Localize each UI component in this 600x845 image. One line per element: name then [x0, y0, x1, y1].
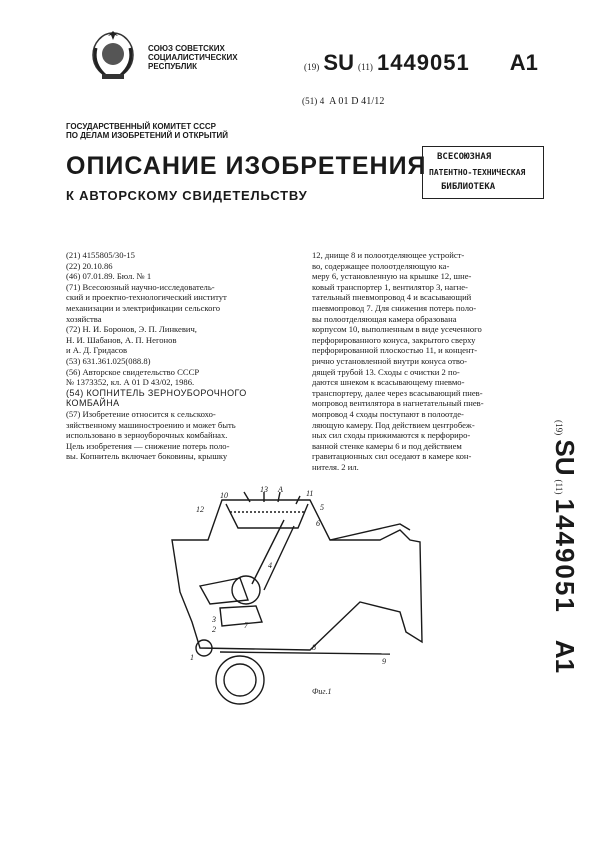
document-subtitle: К АВТОРСКОМУ СВИДЕТЕЛЬСТВУ: [66, 188, 308, 203]
fig-label-5: 5: [320, 503, 324, 512]
fig-label-2: 2: [212, 625, 216, 634]
combine-figure: [160, 482, 460, 712]
bibliographic-data-column: (21) 4155805/30-15 (22) 20.10.86 (46) 07.01.89. Бюл. № 1 (71) Всесоюзный научно-исследователь- ский и проектно-технологический институт механизации и электрификации сельского хозяйства (72) Н. И. Боронов, Э. П. Линкевич, Н. И. Шабанов, А. П. Негонов и А. Д. Гридасов (53) 631.361.025(088.8) (56) Авторское свидетельство СССР № 1373352, кл. А 01 D 43/02, 1986. (54) КОПНИТЕЛЬ ЗЕРНОУБОРОЧНОГО КОМБАЙНА (57) Изобретение относится к сельскохо- зяйственному машиностроению и может быть использовано в зерноуборочных комбайнах. Цель изобретения — снижение потерь поло- вы. Копнитель включает боковины, крышку: [66, 250, 247, 462]
fig-label-11: 11: [306, 489, 314, 498]
combine-drawing: [160, 482, 460, 712]
patent-number: 1449051: [377, 50, 470, 75]
fig-label-3: 3: [212, 615, 216, 624]
patent-number-line: (19) SU (11) 1449051 A1: [304, 50, 538, 75]
kind-code: A1: [509, 50, 538, 75]
fig-label-1: 1: [190, 653, 194, 662]
document-title: ОПИСАНИЕ ИЗОБРЕТЕНИЯ: [66, 152, 427, 180]
issuing-state: СОЮЗ СОВЕТСКИХ СОЦИАЛИСТИЧЕСКИХ РЕСПУБЛИК: [148, 44, 238, 71]
country-code: SU: [323, 50, 354, 75]
figure-caption: Фиг.1: [312, 687, 332, 696]
ussr-emblem-icon: [88, 28, 138, 84]
library-stamp: ВСЕСОЮЗНАЯ ПАТЕНТНО-ТЕХНИЧЕСКАЯ БИБЛИОТЕКА: [422, 146, 544, 199]
fig-label-4: 4: [268, 561, 272, 570]
fig-label-A: A: [278, 485, 283, 494]
ipc-classification: (51) 4 A 01 D 41/12: [302, 96, 385, 107]
fig-label-10: 10: [220, 491, 228, 500]
side-patent-number: (19) SU (11) 1449051 A1: [550, 420, 580, 674]
fig-label-8: 8: [312, 643, 316, 652]
fig-label-12: 12: [196, 505, 204, 514]
fig-label-9: 9: [382, 657, 386, 666]
fig-label-7: 7: [244, 621, 248, 630]
fig-label-13: 13: [260, 485, 268, 494]
abstract-column: 12, днище 8 и полоотделяющее устройст- во, содержащее полоотделяющую ка- меру 6, установленную на крышке 12, шне- ковый транспортер 1, вентилятор 3, нагне- тательный пневмопровод 4 и всасывающий пневмопровод 7. Для снижения потерь поло- вы полоотделяющая камера образована корпусом 10, выполненным в виде усеченного перфорированного конуса, закрытого сверху перфорированной плоскостью 11, и концент- рично установленной внутри конуса отво- дящей трубой 13. Сходы с очистки 2 по- даются шнеком к всасывающему пневмо- транспортеру, далее через всасывающий пнев- мопровод вентилятора в нагнетательный пнев- мопровод 4 сходы поступают в полоотде- ляющую камеру. Под действием центробеж- ных сил сходы прижимаются к перфориро- ванной стенке камеры 6 и под действием гравитационных сил оседают в камере кон- нителя. 2 ил.: [312, 250, 484, 472]
committee: ГОСУДАРСТВЕННЫЙ КОМИТЕТ СССР ПО ДЕЛАМ ИЗОБРЕТЕНИЙ И ОТКРЫТИЙ: [66, 122, 229, 140]
fig-label-6: 6: [316, 519, 320, 528]
